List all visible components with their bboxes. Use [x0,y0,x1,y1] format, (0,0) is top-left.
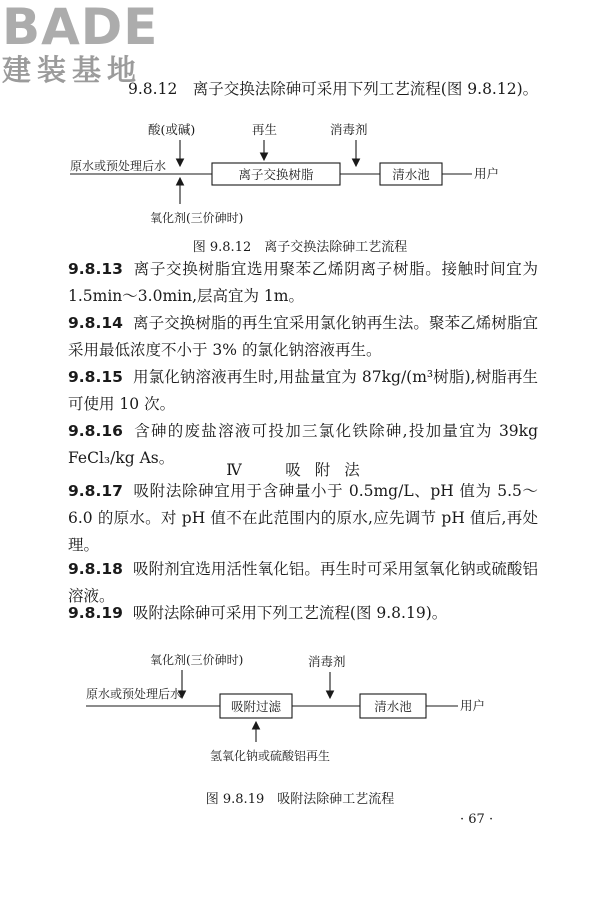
section-heading-adsorption: Ⅳ 吸附法 [226,461,374,479]
clause-9-8-15 [68,364,538,418]
label-oxidant: 氧化剂(三价砷时) [150,211,244,225]
clause-text: 离子交换树脂宜选用聚苯乙烯阴离子树脂。接触时间宜为 1.5min～3.0min,层高宜为 1m。 [68,260,538,305]
label-raw-water: 原水或预处理后水 [86,687,183,701]
clause-9-8-19 [68,600,538,627]
box-clear-well-label: 清水池 [374,699,412,714]
watermark-logo-subtitle: 建装基地 [2,53,143,87]
clause-text: 吸附法除砷宜用于含砷量小于 0.5mg/L、pH 值为 5.5～6.0 的原水。对 pH 值不在此范围内的原水,应先调节 pH 值后,再处理。 [68,482,538,554]
label-acid-base: 酸(或碱) [148,122,196,137]
clause-9-8-12: 9.8.12 离子交换法除砷可采用下列工艺流程(图 9.8.12)。 [128,80,539,98]
label-user: 用户 [474,166,500,181]
clause-number: 9.8.13 [68,260,123,278]
flow-diagram-ion-exchange [60,118,540,230]
box-ion-exchange-label: 离子交换树脂 [238,167,314,182]
clause-number: 9.8.14 [68,314,123,332]
clause-number: 9.8.18 [68,560,123,578]
label-disinfectant: 消毒剂 [308,654,346,669]
figure-caption-9-8-19: 图 9.8.19 吸附法除砷工艺流程 [205,792,395,807]
box-adsorption-filter-label: 吸附过滤 [230,699,282,714]
clause-9-8-13 [68,256,538,310]
watermark-logo-brand: BADE [2,0,159,56]
label-oxidant: 氧化剂(三价砷时) [150,653,244,667]
label-user: 用户 [460,698,486,713]
label-disinfectant: 消毒剂 [330,122,368,137]
clause-9-8-17 [68,478,538,559]
clause-number: 9.8.16 [68,422,123,440]
page-number: · 67 · [460,812,494,827]
figure-caption-9-8-12: 图 9.8.12 离子交换法除砷工艺流程 [192,240,408,255]
clause-text: 用氯化钠溶液再生时,用盐量宜为 87kg/(m³树脂),树脂再生可使用 10 次。 [68,368,538,413]
label-regeneration: 再生 [252,122,278,137]
box-clear-well-label: 清水池 [392,167,430,182]
label-regeneration: 氢氧化钠或硫酸铝再生 [210,749,331,763]
label-raw-water: 原水或预处理后水 [70,159,167,173]
flow-diagram-adsorption [80,650,520,772]
clause-number: 9.8.17 [68,482,123,500]
clause-number: 9.8.19 [68,604,123,622]
clause-number: 9.8.15 [68,368,123,386]
clause-9-8-14 [68,310,538,364]
clause-text: 含砷的废盐溶液可投加三氯化铁除砷,投加量宜为 39kg FeCl₃/kg As。 [68,422,538,467]
clause-text: 吸附剂宜选用活性氧化铝。再生时可采用氢氧化钠或硫酸铝溶液。 [68,560,538,605]
clause-text: 离子交换树脂的再生宜采用氯化钠再生法。聚苯乙烯树脂宜采用最低浓度不小于 3% 的氯化钠溶液再生。 [68,314,538,359]
clause-text: 吸附法除砷可采用下列工艺流程(图 9.8.19)。 [132,604,448,622]
